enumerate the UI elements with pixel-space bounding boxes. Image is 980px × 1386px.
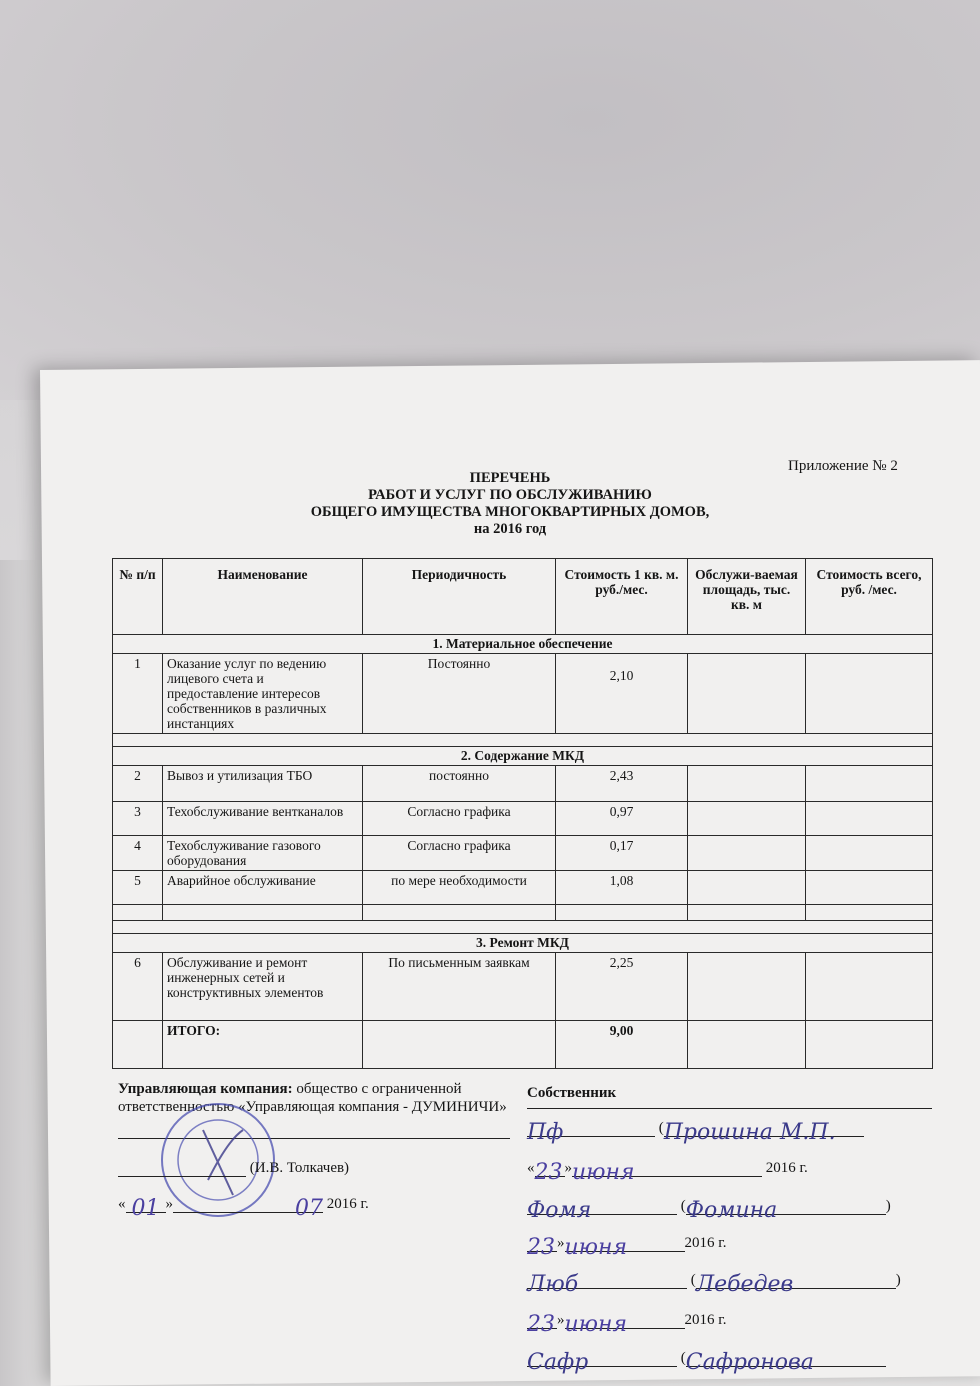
row-num: 2 xyxy=(113,766,163,802)
owner-signature-row: Пф (Прошина М.П. xyxy=(527,1120,932,1137)
management-date-year: 2016 г. xyxy=(326,1196,369,1212)
total-label: ИТОГО: xyxy=(163,1021,363,1069)
row-area xyxy=(688,953,806,1021)
section-title: 1. Материальное обеспечение xyxy=(113,635,933,654)
spacer-row xyxy=(113,921,933,934)
section-row xyxy=(113,934,933,953)
row-area xyxy=(688,836,806,871)
owner-date-year: 2016 г. xyxy=(684,1235,727,1251)
table-header-row xyxy=(113,559,933,635)
row-name: Обслуживание и ремонт инженерных сетей и конструктивных элементов xyxy=(163,953,363,1021)
row-cost: 2,10 xyxy=(556,654,688,734)
management-signer: (И.В. Толкачев) xyxy=(249,1160,350,1176)
owner-date-year: 2016 г. xyxy=(684,1312,727,1328)
owner-name: Фомина xyxy=(686,1198,886,1215)
row-cost: 0,17 xyxy=(556,836,688,871)
row-cost: 1,08 xyxy=(556,871,688,905)
owner-signature: Люб xyxy=(527,1272,687,1289)
row-name: Вывоз и утилизация ТБО xyxy=(163,766,363,802)
appendix-label: Приложение № 2 xyxy=(788,458,898,474)
owner-date-day: 23 xyxy=(527,1235,555,1260)
owner-signature: Пф xyxy=(527,1120,655,1137)
row-num: 6 xyxy=(113,953,163,1021)
owner-date-month: июня xyxy=(572,1160,762,1177)
owner-date-row: 23 »июня 2016 г. xyxy=(527,1235,727,1260)
row-name: Аварийное обслуживание xyxy=(163,871,363,905)
works-table xyxy=(112,558,933,1069)
row-total xyxy=(806,836,933,871)
row-period: Постоянно xyxy=(363,654,556,734)
management-date-month: 07 xyxy=(173,1196,323,1213)
spacer-row xyxy=(113,905,933,921)
total-cost: 9,00 xyxy=(556,1021,688,1069)
table-row xyxy=(113,766,933,802)
management-signature-line xyxy=(118,1160,349,1177)
table-row xyxy=(113,953,933,1021)
row-total xyxy=(806,953,933,1021)
row-name: Техобслуживание газового оборудования xyxy=(163,836,363,871)
section-title: 3. Ремонт МКД xyxy=(113,934,933,953)
title-line-3: ОБЩЕГО ИМУЩЕСТВА МНОГОКВАРТИРНЫХ ДОМОВ, xyxy=(310,504,710,520)
row-area xyxy=(688,766,806,802)
col-name: Наименование xyxy=(163,559,363,635)
row-area xyxy=(688,654,806,734)
table-row xyxy=(113,836,933,871)
row-period: Согласно графика xyxy=(363,836,556,871)
row-total xyxy=(806,871,933,905)
owner-date-month: июня xyxy=(565,1312,685,1329)
table-row xyxy=(113,871,933,905)
table-row xyxy=(113,654,933,734)
owner-date-row: «23 »июня 2016 г. xyxy=(527,1160,808,1185)
row-num: 4 xyxy=(113,836,163,871)
spacer-row xyxy=(113,734,933,747)
owner-name: Сафронова xyxy=(686,1350,886,1367)
title-line-1: ПЕРЕЧЕНЬ xyxy=(469,470,551,486)
owner-signature-row: Люб (Лебедев ) xyxy=(527,1272,901,1297)
row-total xyxy=(806,802,933,836)
row-period: Согласно графика xyxy=(363,802,556,836)
owner-date-day: 23 xyxy=(534,1160,563,1185)
owner-signature: Фомя xyxy=(527,1198,677,1215)
owner-date-year: 2016 г. xyxy=(765,1160,808,1176)
section-row xyxy=(113,635,933,654)
background-shadow xyxy=(0,0,980,400)
owner-date-month: июня xyxy=(565,1235,685,1252)
col-num: № п/п xyxy=(113,559,163,635)
row-area xyxy=(688,802,806,836)
col-area: Обслужи-ваемая площадь, тыс. кв. м xyxy=(688,559,806,635)
management-date: « 01 » 07 2016 г. xyxy=(118,1196,369,1221)
section-title: 2. Содержание МКД xyxy=(113,747,933,766)
management-date-day: 01 xyxy=(126,1196,166,1213)
title-line-2: РАБОТ И УСЛУГ ПО ОБСЛУЖИВАНИЮ xyxy=(368,487,652,503)
col-period: Периодичность xyxy=(363,559,556,635)
row-num: 5 xyxy=(113,871,163,905)
col-unit-cost: Стоимость 1 кв. м. руб./мес. xyxy=(556,559,688,635)
total-row xyxy=(113,1021,933,1069)
row-period: постоянно xyxy=(363,766,556,802)
owner-name: Прошина М.П. xyxy=(664,1120,864,1137)
document-title xyxy=(200,470,820,538)
owner-signature-row: Фомя (Фомина ) xyxy=(527,1198,891,1223)
row-cost: 0,97 xyxy=(556,802,688,836)
col-total-cost: Стоимость всего, руб. /мес. xyxy=(806,559,933,635)
row-name: Оказание услуг по ведению лицевого счета и предоставление интересов собственников в различных инстанциях xyxy=(163,654,363,734)
row-cost: 2,43 xyxy=(556,766,688,802)
row-period: по мере необходимости xyxy=(363,871,556,905)
section-row xyxy=(113,747,933,766)
owner-date-row: 23 »июня 2016 г. xyxy=(527,1312,727,1337)
owner-date-day: 23 xyxy=(527,1312,555,1337)
row-area xyxy=(688,871,806,905)
table-row xyxy=(113,802,933,836)
owner-label: Собственник xyxy=(527,1085,617,1101)
row-total xyxy=(806,766,933,802)
owner-signature: Сафр xyxy=(527,1350,677,1367)
management-name: общество с ограниченной ответственностью «Управляющая компания - ДУМИНИЧИ» xyxy=(118,1081,507,1115)
row-num: 3 xyxy=(113,802,163,836)
row-num: 1 xyxy=(113,654,163,734)
row-period: По письменным заявкам xyxy=(363,953,556,1021)
owner-signature-row: Сафр (Сафронова xyxy=(527,1350,932,1367)
row-cost: 2,25 xyxy=(556,953,688,1021)
title-line-4: на 2016 год xyxy=(473,521,547,537)
owner-name: Лебедев xyxy=(696,1272,896,1289)
owner-divider xyxy=(527,1108,932,1109)
row-total xyxy=(806,654,933,734)
row-name: Техобслуживание вентканалов xyxy=(163,802,363,836)
management-label: Управляющая компания: xyxy=(118,1081,293,1097)
